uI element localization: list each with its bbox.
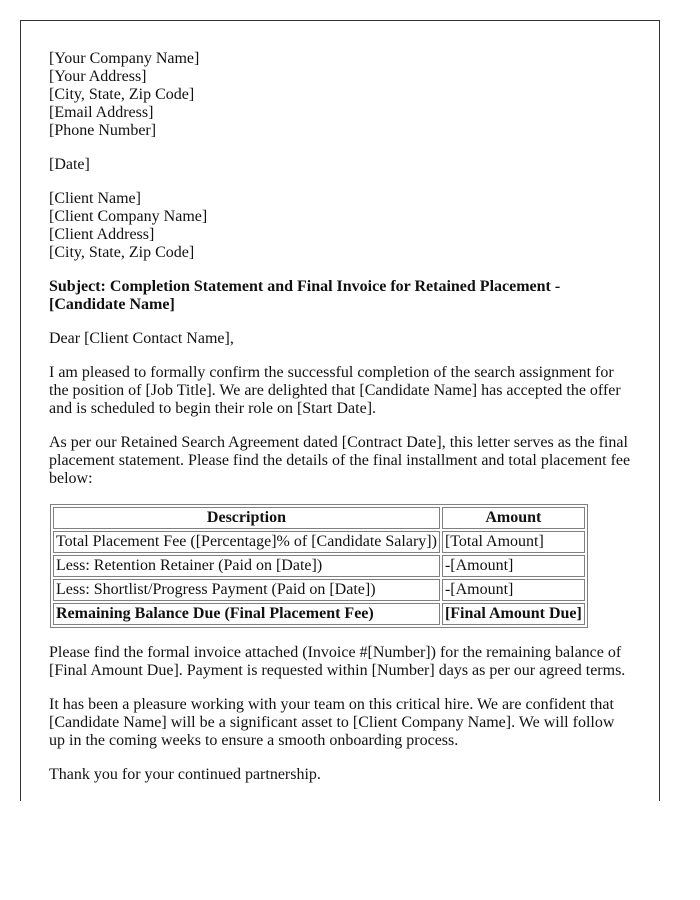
- table-row: [53, 555, 585, 577]
- cell-description: Remaining Balance Due (Final Placement Fee): [53, 603, 440, 625]
- column-header-amount: Amount: [442, 507, 585, 529]
- date-block: [49, 156, 639, 174]
- letter-body: [49, 50, 639, 800]
- paragraph-line: and is scheduled to begin their role on [Start Date].: [49, 400, 377, 417]
- cell-description: Less: Shortlist/Progress Payment (Paid on [Date]): [53, 579, 440, 601]
- paragraph-line: It has been a pleasure working with your team on this critical hire. We are confident that: [49, 696, 614, 713]
- paragraph-line: up in the coming weeks to ensure a smooth onboarding process.: [49, 732, 459, 749]
- cell-amount: [Final Amount Due]: [442, 603, 585, 625]
- cell-description: Total Placement Fee ([Percentage]% of [Candidate Salary]): [53, 531, 440, 553]
- recipient-client-company: [Client Company Name]: [49, 208, 208, 225]
- paragraph-line: Thank you for your continued partnership.: [49, 766, 321, 783]
- sender-city-state-zip: [City, State, Zip Code]: [49, 86, 195, 103]
- fee-table: [50, 504, 588, 628]
- salutation: [49, 330, 639, 348]
- paragraph-line: Please find the formal invoice attached (Invoice #[Number]) for the remaining balance of: [49, 644, 622, 661]
- paragraph-thank-you: [49, 766, 639, 784]
- letter-date: [Date]: [49, 156, 90, 173]
- paragraph-completion-confirmation: [49, 364, 639, 418]
- recipient-address-block: [49, 190, 639, 262]
- subject-line: [49, 278, 639, 314]
- sender-address: [Your Address]: [49, 68, 147, 85]
- recipient-client-name: [Client Name]: [49, 190, 141, 207]
- sender-email: [Email Address]: [49, 104, 154, 121]
- paragraph-agreement-reference: [49, 434, 639, 488]
- table-row: [53, 531, 585, 553]
- paragraph-closing-remarks: [49, 696, 639, 750]
- subject-line-1: Subject: Completion Statement and Final Invoice for Retained Placement -: [49, 278, 561, 295]
- recipient-city-state-zip: [City, State, Zip Code]: [49, 244, 195, 261]
- paragraph-line: placement statement. Please find the details of the final installment and total placement fee: [49, 452, 631, 469]
- paragraph-line: As per our Retained Search Agreement dated [Contract Date], this letter serves as the final: [49, 434, 628, 451]
- cell-description: Less: Retention Retainer (Paid on [Date]): [53, 555, 440, 577]
- letter-page-frame: [20, 20, 660, 801]
- paragraph-invoice-details: [49, 644, 639, 680]
- table-row-total: [53, 603, 585, 625]
- sender-phone: [Phone Number]: [49, 122, 157, 139]
- table-row: [53, 579, 585, 601]
- paragraph-line: below:: [49, 470, 93, 487]
- sender-company-name: [Your Company Name]: [49, 50, 200, 67]
- cell-amount: [Total Amount]: [442, 531, 585, 553]
- recipient-client-address: [Client Address]: [49, 226, 155, 243]
- cell-amount: -[Amount]: [442, 579, 585, 601]
- paragraph-line: the position of [Job Title]. We are delighted that [Candidate Name] has accepted the offer: [49, 382, 621, 399]
- paragraph-line: [Candidate Name] will be a significant asset to [Client Company Name]. We will follow: [49, 714, 615, 731]
- column-header-description: Description: [53, 507, 440, 529]
- table-header-row: [53, 507, 585, 529]
- salutation-text: Dear [Client Contact Name],: [49, 330, 234, 347]
- paragraph-line: [Final Amount Due]. Payment is requested within [Number] days as per our agreed terms.: [49, 662, 626, 679]
- sender-address-block: [49, 50, 639, 140]
- subject-line-2: [Candidate Name]: [49, 296, 175, 313]
- paragraph-line: I am pleased to formally confirm the successful completion of the search assignment for: [49, 364, 614, 381]
- cell-amount: -[Amount]: [442, 555, 585, 577]
